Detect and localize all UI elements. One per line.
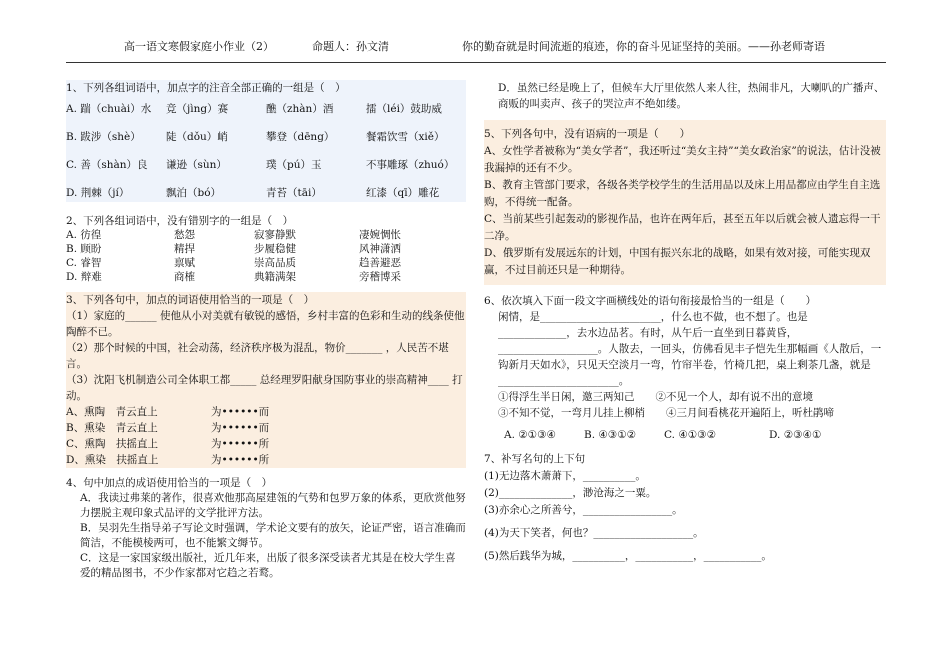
q6-passage: 闲情，是_______________________，什么也不做，也不想了。也是_____________，去水边品茗。有时，从午后一直坐到日暮黄昏，___________________。人散去，一回头，仿佛看见丰子恺先生那幅画《人散后，一钩新月天如水》，只见天空淡月一弯，竹帘半卷，竹椅几把，桌上剩茶几盏，就是_______________________。 <box>498 311 882 387</box>
q5-option-c: C、当前某些引起轰动的影视作品，也许在两年后，甚至五年以后就会被人遗忘得一干二净。 <box>484 213 881 242</box>
q7-line-3: (3)亦余心之所善兮，_________________。 <box>484 504 683 516</box>
header-rule <box>66 62 886 63</box>
q7-line-5: (5)然后践华为城，__________，___________，___________。 <box>484 550 772 562</box>
q1-option-c: C. 善（shàn）良 谦逊（sùn） 璞（pú）玉 不事雕琢（zhuó） <box>66 159 455 171</box>
q3-option-b: B、熏染 青云直上 为••••••而 <box>66 422 270 434</box>
q1-option-a: A. 踹（chuài）水 竞（jìng）赛 醮（zhàn）酒 擂（léi）鼓助威 <box>66 103 442 115</box>
q3-sentence-3: （3）沈阳飞机制造公司全体职工都_____ 总经理罗阳献身国防事业的崇高精神____ 打动。 <box>66 374 463 402</box>
q6-items-1: ①得浮生半日闲，邀三两知己 ②不见一个人，却有说不出的意境 <box>498 391 813 403</box>
q4-option-d: D．虽然已经是晚上了，但候车大厅里依然人来人往，热闹非凡，大喇叭的广播声、商贩的叫卖声、孩子的哭泣声不绝如缕。 <box>498 82 885 110</box>
question-2 <box>66 214 466 284</box>
q5-title: 5、下列各句中，没有语病的一项是（ ） <box>484 128 691 140</box>
q6-title: 6、依次填入下面一段文字画横线处的语句衔接最恰当的一组是（ ） <box>484 295 817 307</box>
doc-title: 高一语文寒假家庭小作业（2） <box>124 40 274 53</box>
q3-sentence-1: （1）家庭的______ 使他从小对美就有敏锐的感悟，乡村丰富的色彩和生动的线条使他陶醉不已。 <box>66 310 465 338</box>
question-6 <box>484 293 886 443</box>
q1-option-d: D. 荆棘（jí） 飘泊（bó） 青苔（tāi） 红漆（qī）雕花 <box>66 187 440 199</box>
left-column <box>66 80 466 589</box>
q2-option-d: D. 辩难 商榷 典籍满架 旁稽博采 <box>66 271 401 283</box>
q3-option-d: D、熏染 扶摇直上 为••••••所 <box>66 454 270 466</box>
page-header <box>0 38 950 58</box>
q4-option-b: B．吴羽先生指导弟子写论文时强调，学术论文要有的放矢，论证严密，语言准确而简洁，不能模棱两可，也不能繁文缛节。 <box>80 522 466 549</box>
q1-title: 1、下列各组词语中，加点字的注音全部正确的一组是（ ） <box>66 82 346 94</box>
question-1 <box>66 80 466 202</box>
question-5 <box>484 120 886 285</box>
q2-option-b: B. 顾盼 精捍 步履稳健 风神潇洒 <box>66 243 401 255</box>
right-column <box>484 80 886 573</box>
q5-option-d: D、俄罗斯有发展远东的计划，中国有振兴东北的战略，如果有效对接，可能实现双赢，不过目前还只是一种期待。 <box>484 247 871 276</box>
q3-sentence-2: （2）那个时候的中国，社会动荡，经济秩序极为混乱，物价_______ ，人民苦不堪言。 <box>66 342 449 370</box>
q7-line-4: (4)为天下笑者，何也？___________________。 <box>484 527 704 539</box>
q2-option-a: A. 彷徨 愁怨 寂寥静默 凄婉惆怅 <box>66 229 401 241</box>
q4-option-a: A．我读过弗莱的著作，很喜欢他那高屋建瓴的气势和包罗万象的体系，更欣赏他努力摆脱主观印象式品评的文学批评方法。 <box>80 492 466 519</box>
q3-option-a: A、熏陶 青云直上 为••••••而 <box>66 406 270 418</box>
question-4 <box>66 476 466 581</box>
q7-title: 7、补写名句的上下句 <box>484 453 586 465</box>
q7-line-2: (2)______________，渺沧海之一粟。 <box>484 487 657 499</box>
q1-option-b: B. 跋涉（shè） 陡（dǒu）峭 攀登（dēng） 餐霜饮雪（xiě） <box>66 131 445 143</box>
question-7 <box>484 451 886 565</box>
question-3 <box>66 292 466 468</box>
q5-option-a: A、女性学者被称为“美女学者”，我还听过“美女主持”“美女政治家”的说法，估计没被我漏掉的还有不少。 <box>484 145 881 174</box>
q4-title: 4、句中加点的成语使用恰当的一项是（ ） <box>66 477 273 489</box>
q6-items-2: ③不知不觉，一弯月儿挂上柳梢 ④三月间看桃花开遍陌上，听杜鹃啼 <box>498 407 834 419</box>
q4-option-c: C．这是一家国家级出版社，近几年来，出版了很多深受读者尤其是在校大学生喜爱的精品图书，不少作家都对它趋之若鹜。 <box>80 552 456 579</box>
q7-line-1: (1)无边落木萧萧下，__________。 <box>484 470 646 482</box>
q2-option-c: C. 睿智 禀赋 崇高品质 趋善避恶 <box>66 257 401 269</box>
q5-option-b: B、教育主管部门要求，各级各类学校学生的生活用品以及床上用品都应由学生自主选购，不得统一配备。 <box>484 179 881 208</box>
author: 命题人：孙文清 <box>312 40 389 53</box>
q3-title: 3、下列各句中，加点的词语使用恰当的一项是（ ） <box>66 294 315 306</box>
motto: 你的勤奋就是时间流逝的痕迹，你的奋斗见证坚持的美丽。——孙老师寄语 <box>462 40 825 53</box>
q6-answers: A. ②①③④ B. ④③①② C. ④①③② D. ②③④① <box>504 429 822 441</box>
q2-title: 2、下列各组词语中，没有错别字的一组是（ ） <box>66 215 294 227</box>
q3-option-c: C、熏陶 扶摇直上 为••••••所 <box>66 438 270 450</box>
